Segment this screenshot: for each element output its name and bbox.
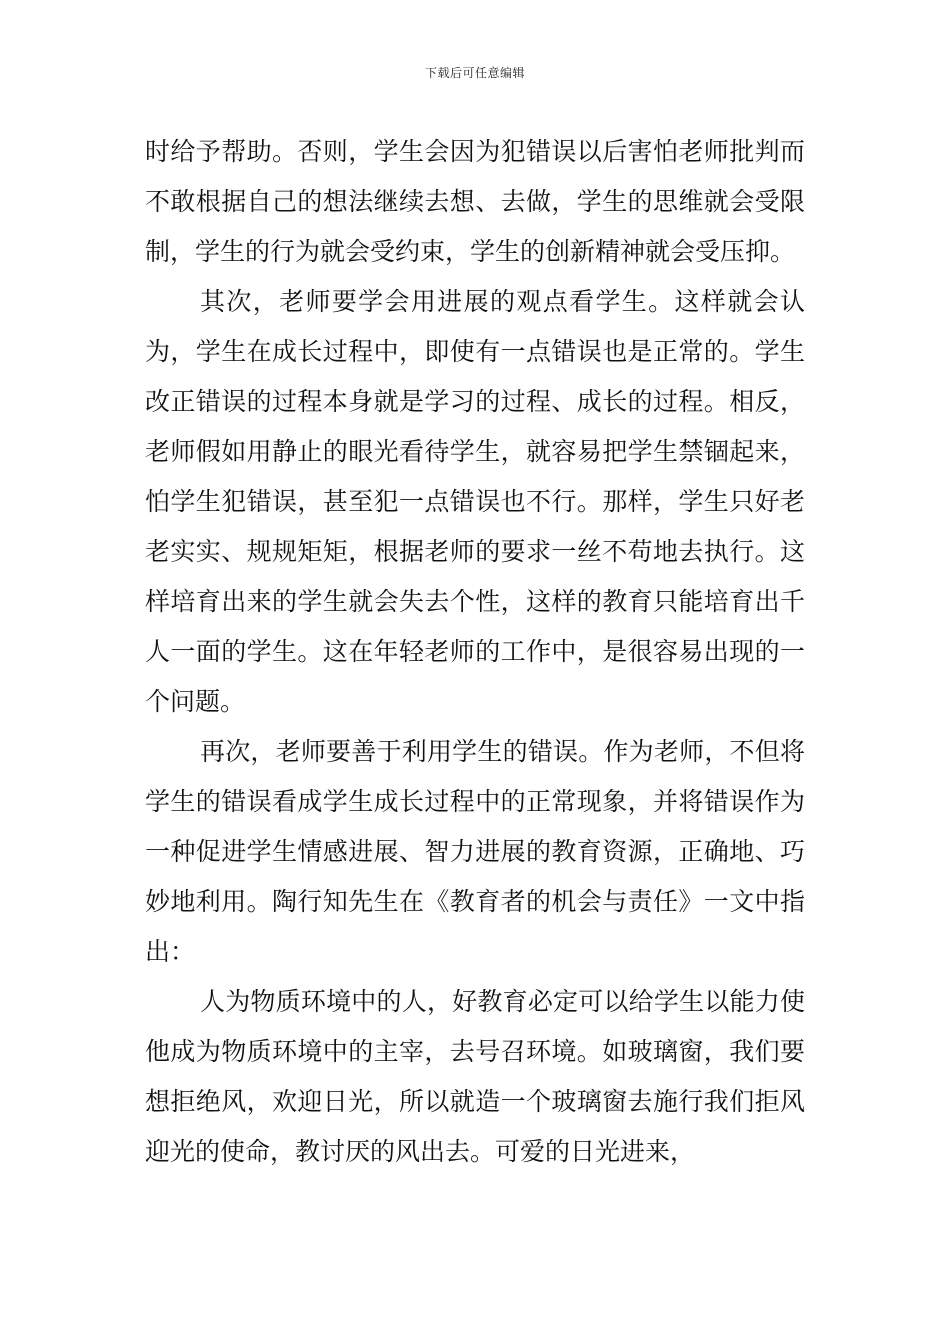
paragraph-2: 其次，老师要学会用进展的观点看学生。这样就会认为，学生在成长过程中，即使有一点错误也是正常的。学生改正错误的过程本身就是学习的过程、成长的过程。相反，老师假如用静止的眼光看待学生，就容易把学生禁锢起来，怕学生犯错误，甚至犯一点错误也不行。那样，学生只好老老实实、规规矩矩，根据老师的要求一丝不苟地去执行。这样培育出来的学生就会失去个性，这样的教育只能培育出千人一面的学生。这在年轻老师的工作中，是很容易出现的一个问题。 <box>145 287 805 716</box>
paragraph-3: 再次，老师要善于利用学生的错误。作为老师，不但将学生的错误看成学生成长过程中的正常现象，并将错误作为一种促进学生情感进展、智力进展的教育资源，正确地、巧妙地利用。陶行知先生在《教育者的机会与责任》一文中指出： <box>145 737 805 966</box>
paragraph-4: 人为物质环境中的人，好教育必定可以给学生以能力使他成为物质环境中的主宰，去号召环境。如玻璃窗，我们要想拒绝风，欢迎日光，所以就造一个玻璃窗去施行我们拒风迎光的使命，教讨厌的风出去。可爱的日光进来， <box>145 987 805 1166</box>
document-body <box>145 127 805 1177</box>
page-header: 下载后可任意编辑 <box>424 66 525 80</box>
paragraph-1: 时给予帮助。否则，学生会因为犯错误以后害怕老师批判而不敢根据自己的想法继续去想、去做，学生的思维就会受限制，学生的行为就会受约束，学生的创新精神就会受压抑。 <box>145 137 805 266</box>
